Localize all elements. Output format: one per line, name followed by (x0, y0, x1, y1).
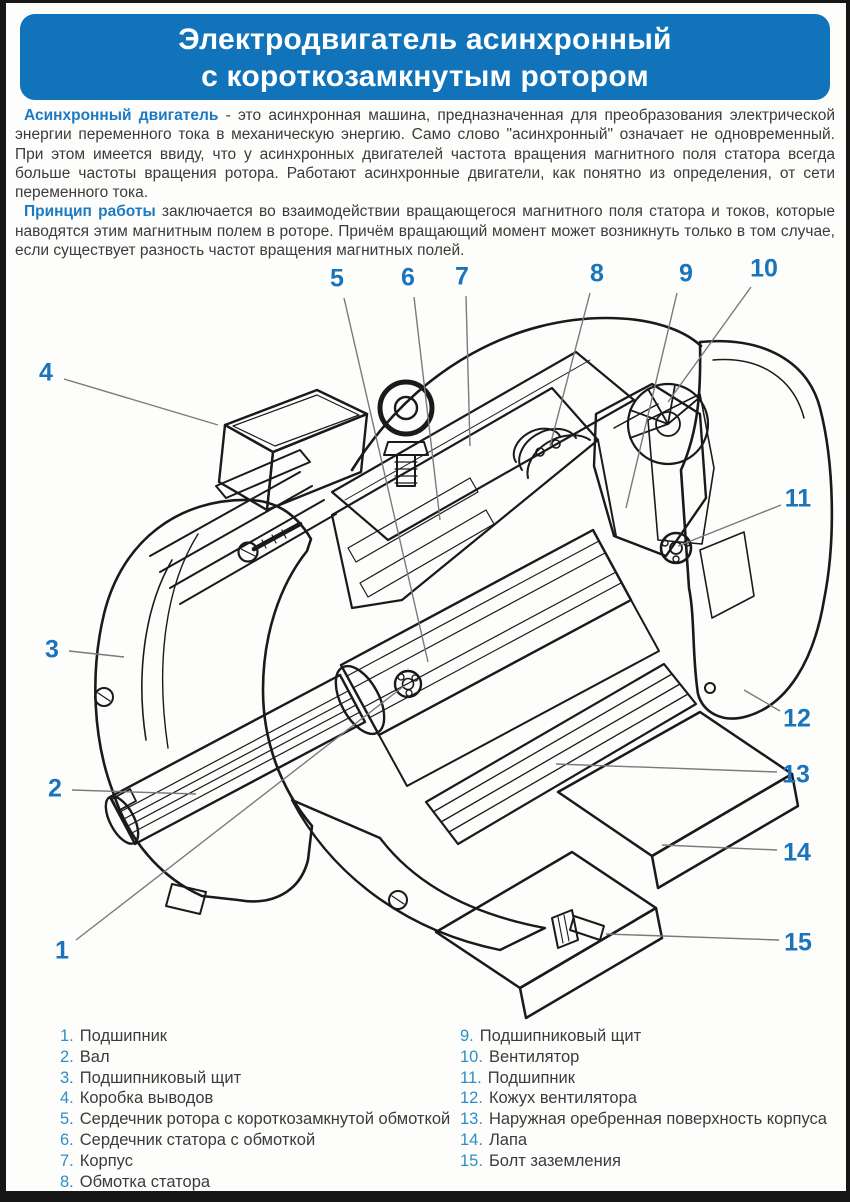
legend-item-label: Сердечник статора с обмоткой (79, 1130, 316, 1149)
legend-item (460, 1130, 820, 1151)
finned-surface (420, 656, 696, 844)
legend-column-right (460, 1026, 827, 1192)
legend-item (60, 1151, 460, 1172)
legend-item-number: 7. (60, 1151, 74, 1170)
callout-number-fan: 10 (750, 254, 778, 283)
poster-title-line1: Электродвигатель асинхронный (178, 23, 672, 56)
leader-line-ground-bolt (606, 934, 779, 940)
term-working-principle: Принцип работы (24, 203, 156, 221)
callout-number-foot: 14 (783, 838, 811, 867)
leader-line-housing (466, 296, 470, 446)
rear-bearing-shield (594, 384, 706, 562)
front-bearing-shield (95, 472, 336, 914)
callout-number-stator-winding: 8 (590, 259, 604, 288)
legend-item-label: Обмотка статора (79, 1172, 211, 1191)
shaft (99, 675, 365, 849)
legend-item-number: 9. (460, 1027, 474, 1045)
legend-item (60, 1109, 460, 1130)
legend-item-number: 8. (60, 1172, 74, 1191)
legend-item-label: Болт заземления (488, 1151, 621, 1170)
legend-item-number: 13. (460, 1110, 483, 1129)
callout-number-finned-surface: 13 (782, 760, 810, 789)
legend-item-number: 11. (460, 1068, 482, 1087)
leader-line-terminal-box (64, 379, 218, 425)
parts-legend (60, 1026, 830, 1192)
housing-underside (292, 800, 545, 950)
legend-item (460, 1151, 820, 1172)
stator-core (332, 388, 616, 608)
legend-item (60, 1068, 460, 1089)
term-asynchronous-motor: Асинхронный двигатель (24, 107, 219, 124)
legend-item (60, 1026, 460, 1047)
definition-text: - это асинхронная машина, предназначенная для преобразования электрической энергии переменного тока в механическую энергию. Само слово "асинхронный" означает не одновременный. При этом имеется ввиду, что у асинхронных двигателей частота вращения магнитного поля статора всегда больше частоты вращения ротора. Работают асинхронные двигатели, как понятно из определения, от сети переменного тока. (15, 107, 835, 202)
legend-item (60, 1130, 460, 1151)
legend-item-label: Кожух вентилятора (488, 1089, 637, 1108)
legend-item-label: Подшипник (487, 1068, 575, 1087)
legend-item-number: 1. (60, 1027, 74, 1045)
legend-item (460, 1026, 820, 1047)
legend-item-label: Сердечник ротора с короткозамкнутой обмоткой (79, 1110, 451, 1129)
legend-item-number: 10. (460, 1047, 483, 1066)
intro-paragraph-definition (15, 106, 835, 202)
legend-item (460, 1109, 827, 1130)
legend-item-number: 4. (60, 1089, 74, 1108)
legend-item-label: Вал (79, 1047, 110, 1066)
intro-paragraph-principle (15, 202, 835, 260)
callout-number-terminal-box: 4 (39, 358, 53, 387)
callout-number-ground-bolt: 15 (784, 928, 812, 957)
leader-line-rear-bearing (678, 505, 781, 546)
legend-item-label: Коробка выводов (79, 1089, 214, 1108)
legend-item-number: 6. (60, 1130, 74, 1149)
legend-column-left (60, 1026, 460, 1192)
legend-item (460, 1088, 820, 1109)
leader-line-foot (662, 845, 777, 850)
callout-number-housing: 7 (455, 262, 469, 291)
legend-item-number: 14. (460, 1130, 483, 1149)
callout-number-front-bearing-shield: 3 (45, 635, 59, 664)
eye-bolt (380, 382, 432, 486)
poster-title-line2: с короткозамкнутым ротором (201, 60, 649, 93)
legend-item-label: Корпус (79, 1151, 133, 1170)
callout-number-rotor-core: 5 (330, 264, 344, 293)
callout-number-shaft: 2 (48, 774, 62, 803)
legend-item (460, 1068, 820, 1089)
intro-text-block (15, 106, 835, 260)
legend-item-label: Наружная оребренная поверхность корпуса (488, 1110, 827, 1129)
legend-item-number: 2. (60, 1047, 74, 1066)
callout-number-front-bearing: 1 (55, 936, 69, 965)
mounting-feet (436, 712, 798, 1018)
legend-item-number: 15. (460, 1151, 483, 1170)
principle-text: заключается во взаимодействии вращающегося магнитного поля статора и токов, которые наводятся этим магнитным полем в роторе. Причём вращающий момент может возникнуть только в том случае, если существует разность частот вращения магнитных полей. (15, 203, 835, 260)
legend-item (60, 1047, 460, 1068)
housing-top-outline (352, 318, 701, 470)
legend-item-number: 3. (60, 1068, 74, 1087)
legend-item (460, 1047, 820, 1068)
callout-number-stator-core: 6 (401, 263, 415, 292)
legend-item-number: 5. (60, 1110, 74, 1129)
callout-number-rear-bearing-shield: 9 (679, 259, 693, 288)
legend-item-label: Лапа (488, 1130, 528, 1149)
callout-number-fan-cowl: 12 (783, 704, 811, 733)
legend-item-number: 12. (460, 1089, 483, 1108)
legend-item-label: Подшипниковый щит (79, 1068, 242, 1087)
legend-item-label: Вентилятор (488, 1047, 580, 1066)
legend-item-label: Подшипниковый щит (479, 1027, 642, 1045)
callout-number-rear-bearing: 11 (784, 484, 812, 513)
legend-item-label: Подшипник (79, 1027, 168, 1045)
legend-item (60, 1088, 460, 1109)
leader-line-fan (668, 287, 751, 402)
rotor-core (326, 530, 666, 798)
legend-item (60, 1172, 460, 1193)
title-banner (20, 14, 830, 100)
leader-line-front-bearing (76, 686, 404, 940)
